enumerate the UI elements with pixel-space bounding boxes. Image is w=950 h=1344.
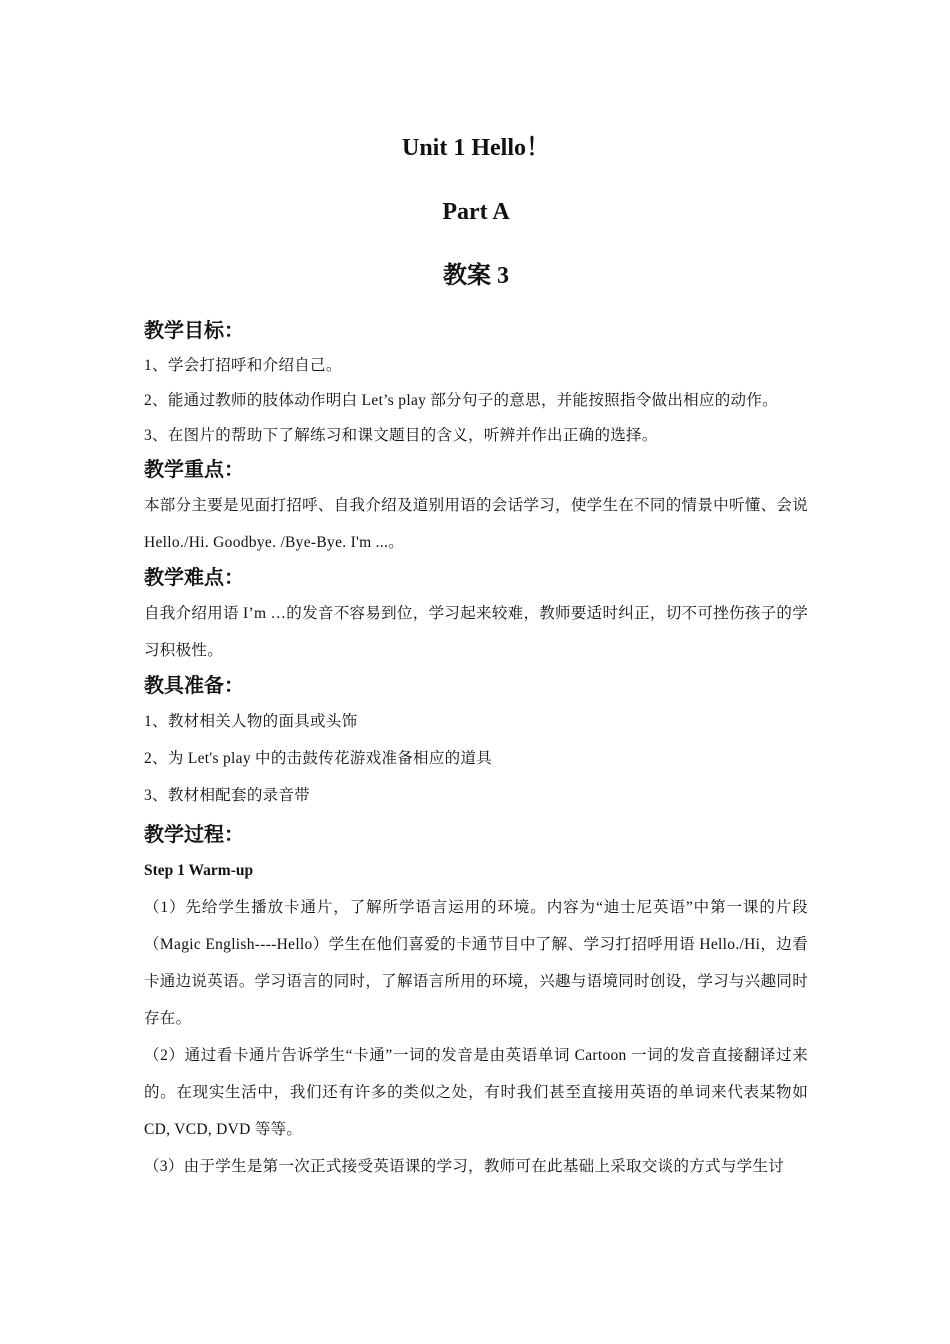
difficulties-heading: 教学难点： <box>144 565 244 589</box>
key-points-heading: 教学重点： <box>144 457 244 481</box>
process-paragraph-3: （3）由于学生是第一次正式接受英语课的学习，教师可在此基础上采取交谈的方式与学生讨 <box>144 1158 785 1175</box>
difficulties-text: 自我介绍用语 I’m …的发音不容易到位，学习起来较难，教师要适时纠正，切不可挫伤孩子的学习积极性。 <box>144 605 808 659</box>
material-item-2: 2、为 Let's play 中的击鼓传花游戏准备相应的道具 <box>144 750 493 767</box>
process-paragraph-1: （1）先给学生播放卡通片，了解所学语言运用的环境。内容为“迪士尼英语”中第一课的片段（Magic English----Hello）学生在他们喜爱的卡通节目中了解、学习打招呼用语 Hello./Hi，边看卡通边说英语。学习语言的同时，了解语言所用的环境，兴趣与语境同时创设，学习与兴趣同时存在。 <box>144 899 808 1027</box>
key-points-text: 本部分主要是见面打招呼、自我介绍及道别用语的会话学习，使学生在不同的情景中听懂、会说 Hello./Hi. Goodbye. /Bye-Bye. I'm ...。 <box>144 497 824 551</box>
title-lesson-plan: 教案 3 <box>443 263 509 289</box>
material-item-1: 1、教材相关人物的面具或头饰 <box>144 713 358 730</box>
title-part: Part A <box>442 199 510 225</box>
objective-item-2: 2、能通过教师的肢体动作明白 Let’s play 部分句子的意思，并能按照指令做出相应的动作。 <box>144 392 778 409</box>
document-body <box>144 128 824 1185</box>
objective-item-1: 1、学会打招呼和介绍自己。 <box>144 357 342 374</box>
objective-item-3: 3、在图片的帮助下了解练习和课文题目的含义，听辨并作出正确的选择。 <box>144 427 658 444</box>
objectives-heading: 教学目标： <box>144 318 244 342</box>
title-unit: Unit 1 Hello！ <box>402 135 550 161</box>
material-item-3: 3、教材相配套的录音带 <box>144 787 311 804</box>
step1-title: Step 1 Warm-up <box>144 862 254 879</box>
materials-heading: 教具准备： <box>144 673 244 697</box>
process-heading: 教学过程： <box>144 822 244 846</box>
process-paragraph-2: （2）通过看卡通片告诉学生“卡通”一词的发音是由英语单词 Cartoon 一词的发音直接翻译过来的。在现实生活中，我们还有许多的类似之处，有时我们甚至直接用英语的单词来代表某物如 CD, VCD, DVD 等等。 <box>144 1047 808 1138</box>
